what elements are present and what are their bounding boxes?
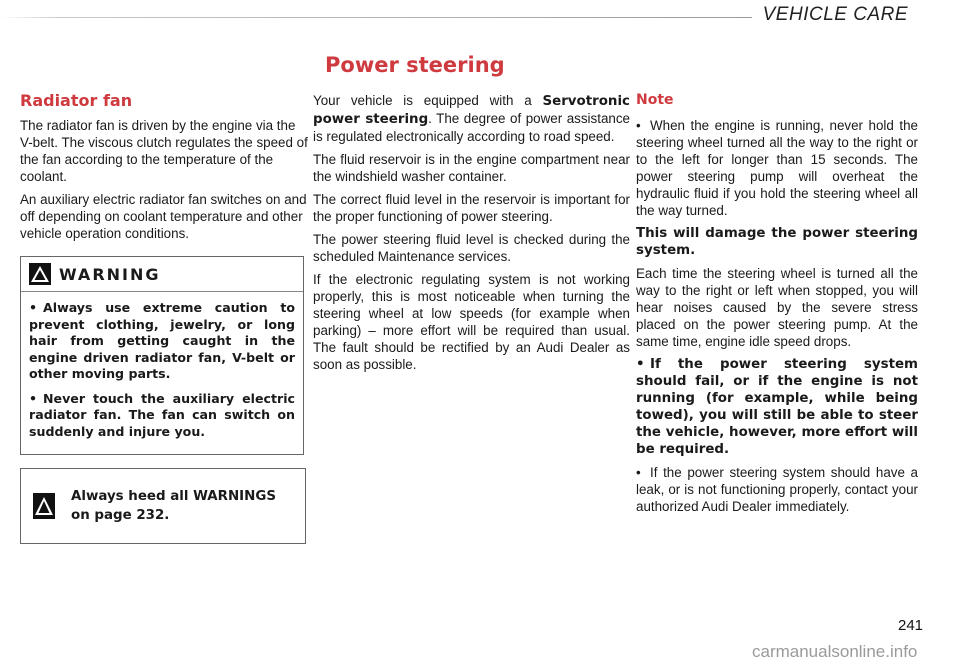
warning-header (29, 263, 295, 285)
watermark: carmanualsonline.info (752, 642, 918, 661)
radiator-paragraph-2: An auxiliary electric radiator fan switches on and off depending on coolant temperature and other vehicle operation conditions. (20, 192, 307, 241)
warning-label: WARNING (59, 264, 161, 284)
note-column (636, 92, 918, 521)
note-item-3 (636, 356, 918, 458)
running-header: VEHICLE CARE (762, 4, 908, 25)
servotronic-term: Servotronic power steering (313, 94, 630, 127)
note-heading: Note (636, 92, 674, 108)
heed-text (71, 487, 276, 525)
page-number: 241 (898, 617, 924, 634)
warning-triangle-icon (29, 263, 51, 285)
note-text-3: If the power steering system should fail, or if the engine is not running (for example, while being towed), you will still be able to steer the vehicle, however, more effort will be required. (636, 357, 918, 457)
text-segment: . The degree of power assistance is regulated electronically according to road speed. (313, 111, 630, 144)
section-title: Power steering (325, 53, 505, 77)
power-steering-paragraph-3: The correct fluid level in the reservoir is important for the proper functioning of power steering. (313, 192, 630, 224)
power-steering-column (313, 92, 630, 379)
warning-triangle-icon (33, 493, 55, 519)
warning-box (20, 256, 304, 455)
note-item-4 (636, 464, 918, 515)
power-steering-paragraph-2: The fluid reservoir is in the engine compartment near the windshield washer container. (313, 152, 630, 184)
power-steering-paragraph-1 (313, 92, 630, 145)
power-steering-paragraph-5: If the electronic regulating system is not working properly, this is most noticeable when turning the steering wheel at low speeds (for example when parking) – more effort will be required than usual. The fault should be rectified by an Audi Dealer as soon as possible. (313, 272, 630, 372)
heed-line-2: on page 232. (71, 508, 170, 523)
bullet-icon: • (636, 357, 645, 372)
bullet-icon: • (636, 118, 641, 133)
text-segment: Your vehicle is equipped with a (313, 93, 543, 108)
warning-item (29, 300, 295, 383)
warning-text-1: Always use extreme caution to prevent clothing, jewelry, or long hair from getting caught in the engine driven radiator fan, V-belt or other moving parts. (29, 300, 295, 381)
power-steering-paragraph-4: The power steering fluid level is checked during the scheduled Maintenance services. (313, 232, 630, 264)
header-rule (0, 17, 752, 18)
warning-text-2: Never touch the auxiliary electric radiator fan. The fan can switch on suddenly and injure you. (29, 390, 295, 439)
note-text-1: When the engine is running, never hold the steering wheel turned all the way to the right or to the left for longer than 15 seconds. The power steering pump will overheat the hydraulic fluid if you hold the steering wheel all the way turned. (636, 118, 918, 218)
radiator-heading: Radiator fan (20, 91, 133, 110)
warning-divider (21, 291, 303, 292)
bullet-icon: • (636, 465, 641, 480)
note-text-4: If the power steering system should have a leak, or is not functioning properly, contact your authorized Audi Dealer immediately. (636, 465, 918, 514)
warning-item (29, 391, 295, 441)
bullet-icon: • (29, 300, 38, 315)
note-text-2: Each time the steering wheel is turned all the way to the right or left when stopped, you will hear noises caused by the severe stress placed on the power steering pump. At the same time, engine idle speed drops. (636, 266, 918, 349)
note-item-1 (636, 117, 918, 219)
radiator-paragraph-1: The radiator fan is driven by the engine via the V-belt. The viscous clutch regulates the speed of the fan according to the temperature of the coolant. (20, 118, 308, 184)
heed-line-1: Always heed all WARNINGS (71, 489, 277, 504)
bullet-icon: • (29, 390, 38, 406)
heed-warnings-box (20, 468, 306, 544)
radiator-column (20, 92, 308, 455)
note-damage-warning: This will damage the power steering system. (636, 226, 918, 258)
